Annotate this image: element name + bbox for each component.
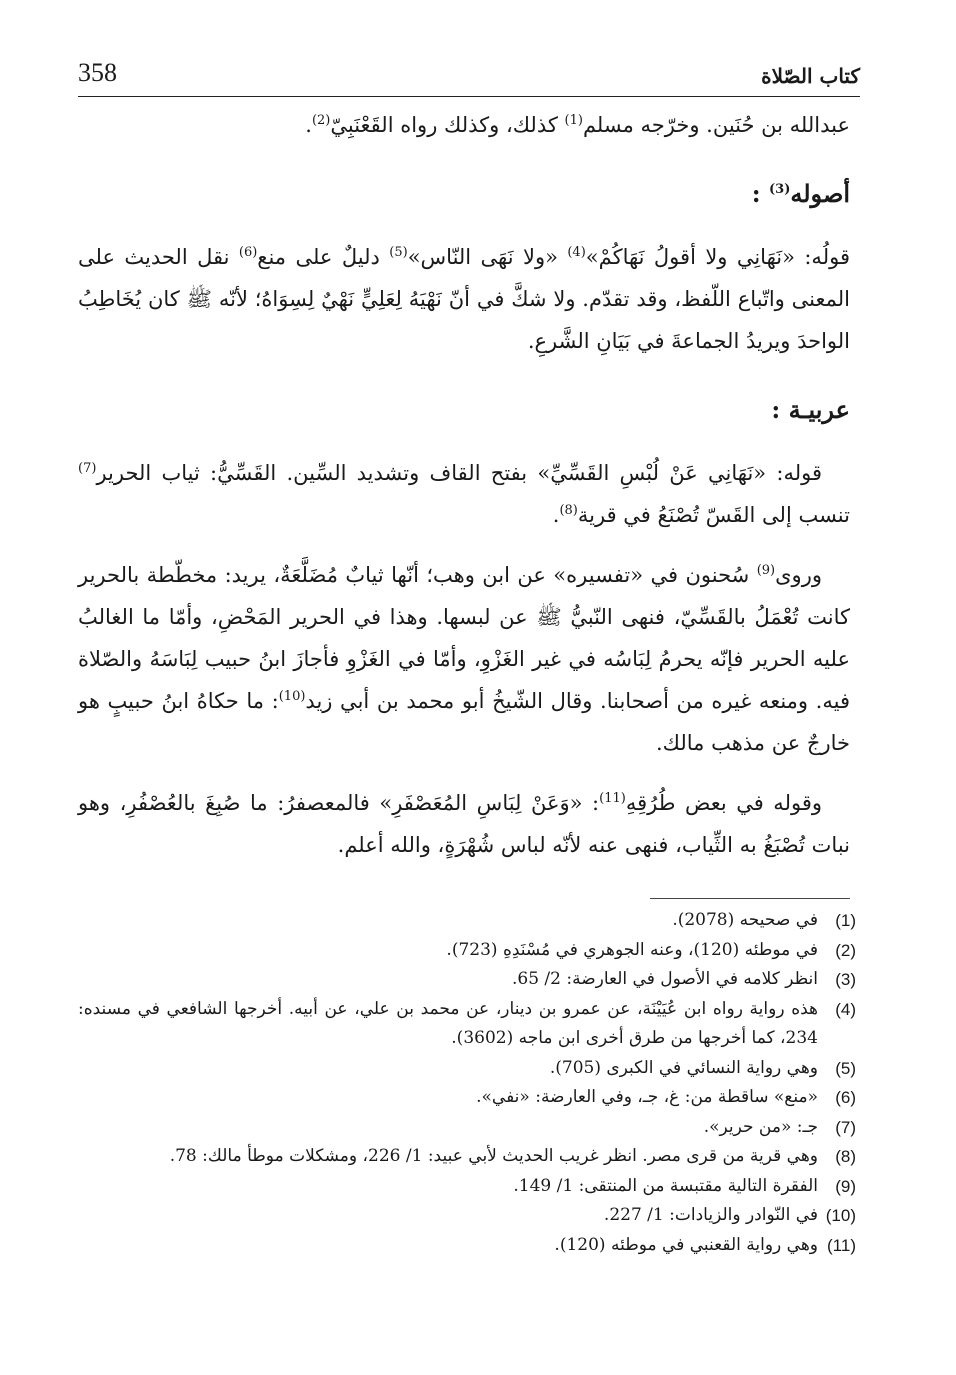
footnote-ref[interactable]: (10) (278, 689, 306, 704)
footnote-text: في النّوادر والزيادات: 1/ 227. (603, 1205, 818, 1225)
text-run: قوله: «نَهَانِي عَنْ لُبْسِ القَسِّيِّ» بفتح القاف وتشديد السِّين. القَسِّيُّ: ثياب الحرير (96, 461, 822, 485)
footnote-number: (2) (835, 940, 856, 960)
footnote-number: (7) (835, 1117, 856, 1137)
main-text (78, 104, 850, 866)
text-run: . (305, 113, 312, 137)
footnote-text: وهي رواية النسائي في الكبرى (705). (549, 1057, 818, 1078)
text-run: . (552, 503, 560, 527)
footnote-ref[interactable]: (8) (559, 503, 578, 518)
paragraph-qassi (78, 452, 850, 536)
text-run: وقوله في بعض طُرُقِهِ (625, 791, 822, 815)
text-run: دليلٌ على منع (257, 245, 390, 269)
footnote-item (78, 1083, 856, 1113)
section-heading-arabiyya (78, 388, 850, 432)
footnote-number: (4) (835, 999, 856, 1019)
footnotes (78, 906, 856, 1260)
footnote-ref[interactable]: (9) (756, 563, 776, 578)
running-header (78, 58, 860, 94)
text-run: قولُه: «نَهَانِي ولا أقولُ نَهَاكُمْ» (585, 245, 850, 269)
footnote-ref[interactable]: (3) (769, 182, 791, 197)
footnote-item (78, 1113, 856, 1143)
section-heading-usul (78, 172, 850, 216)
footnote-item (78, 936, 856, 966)
footnote-text: في صحيحه (2078). (672, 910, 818, 930)
footnote-text: انظر كلامه في الأصول في العارضة: 2/ 65. (511, 969, 818, 989)
paragraph-usul (78, 236, 850, 362)
footnote-number: (11) (827, 1235, 856, 1255)
footnote-text: الفقرة التالية مقتبسة من المنتقى: 1/ 149. (513, 1175, 818, 1196)
footnote-ref[interactable]: (1) (564, 113, 583, 128)
footnote-number: (6) (835, 1088, 856, 1107)
text-run: : ما حكاهُ ابنُ حبيبٍ هو خارجٌ عن مذهب مالك. (78, 689, 850, 755)
footnote-text: هذه رواية رواه ابن عُيَيْنَة، عن عمرو بن دينار، عن محمد بن علي، عن أبيه. أخرجها الشافعي في مسنده: 234، كما أخرجها من طرق أخرى ابن ماجه (3602). (78, 998, 818, 1048)
footnote-item (78, 995, 856, 1054)
text-run: سُحنون في «تفسيره» عن ابن وهب؛ أنّها ثيابٌ مُضَلَّعَةٌ، يريد: مخطّطة بالحرير كانت تُعْمَلُ بالقَسِّيّ، فنهى النّبيُّ ﷺ عن لبسها. وهذا في الحرير المَحْضِ، وأمّا ما الغالبُ عليه الحرير فإنّه يحرمُ لِبَاسُه في غير الغَزْوِ، وأمّا في الغَزْوِ فأجازَ ابنُ حبيب لِبَاسَهُ والصّلاة فيه. ومنعه غيره من أصحابنا. وقال الشّيخُ أبو محمد بن أبي زيد (78, 563, 850, 713)
text-run: تنسب إلى القَسّ تُصْنَعُ في قرية (577, 503, 850, 527)
footnote-number: (5) (835, 1058, 856, 1078)
paragraph-sahnun (78, 554, 850, 764)
footnote-ref[interactable]: (5) (389, 245, 408, 260)
page-number: 358 (78, 58, 117, 87)
footnote-ref[interactable]: (4) (567, 245, 586, 260)
footnote-ref[interactable]: (6) (238, 245, 258, 260)
heading-text: أصوله (790, 179, 850, 208)
footnote-item (78, 965, 856, 995)
footnote-item (78, 1231, 856, 1261)
paragraph-muasfar (78, 782, 850, 866)
header-rule (78, 96, 860, 97)
text-run: «ولا نَهَى النّاس» (407, 245, 568, 269)
footnote-number: (10) (825, 1206, 856, 1225)
footnote-number: (1) (835, 911, 856, 930)
footnote-text: وهي قرية من قرى مصر. انظر غريب الحديث لأبي عبيد: 1/ 226، ومشكلات موطأ مالك: 78. (169, 1146, 818, 1166)
footnote-text: جـ: «من حرير». (703, 1116, 818, 1137)
text-run: وروى (775, 563, 822, 587)
paragraph-continuation (78, 104, 850, 146)
footnote-ref[interactable]: (7) (78, 461, 97, 476)
footnote-number: (8) (835, 1147, 856, 1166)
text-run: نقل الحديث على المعنى واتّباع اللّفظ، وقد تقدّم. ولا شكَّ في أنّ نَهْيَهُ لِعَلِيٍّ نَهْيٌ لِسِوَاهُ؛ لأنّه ﷺ كان يُخَاطِبُ الواحدَ ويريدُ الجماعةَ في بَيَانِ الشَّرعِ. (78, 245, 850, 353)
footnote-item (78, 906, 856, 936)
footnote-item (78, 1054, 856, 1084)
footnote-item (78, 1142, 856, 1172)
text-run: كذلك، وكذلك رواه القَعْنَبِيّ (330, 113, 565, 137)
footnote-ref[interactable]: (2) (311, 113, 331, 128)
text-run: : «وَعَنْ لِبَاسِ المُعَصْفَرِ» فالمعصفرُ: ما صُبِغَ بالعُصْفُرِ، وهو نبات تُصْبَغُ به الثِّياب، فنهى عنه لأنّه لباس شُهْرَةٍ، والله أعلم. (78, 791, 850, 857)
footnote-text: في موطئه (120)، وعنه الجوهري في مُسْنَدِهِ (723). (446, 939, 818, 960)
footnote-number: (9) (835, 1176, 856, 1196)
heading-text: عربيـة : (771, 395, 850, 424)
footnote-ref[interactable]: (11) (599, 791, 626, 806)
footnote-separator (650, 898, 850, 899)
footnote-item (78, 1172, 856, 1202)
footnote-number: (3) (835, 970, 856, 989)
text-run: عبدالله بن حُنَين. وخرّجه مسلم (582, 113, 850, 137)
footnote-text: «منع» ساقطة من: غ، جـ، وفي العارضة: «نفي». (476, 1087, 818, 1107)
footnote-item (78, 1201, 856, 1231)
footnote-text: وهي رواية القعنبي في موطئه (120). (554, 1234, 818, 1255)
running-title: كتاب الصّلاة (761, 64, 860, 88)
heading-text: : (751, 179, 770, 208)
